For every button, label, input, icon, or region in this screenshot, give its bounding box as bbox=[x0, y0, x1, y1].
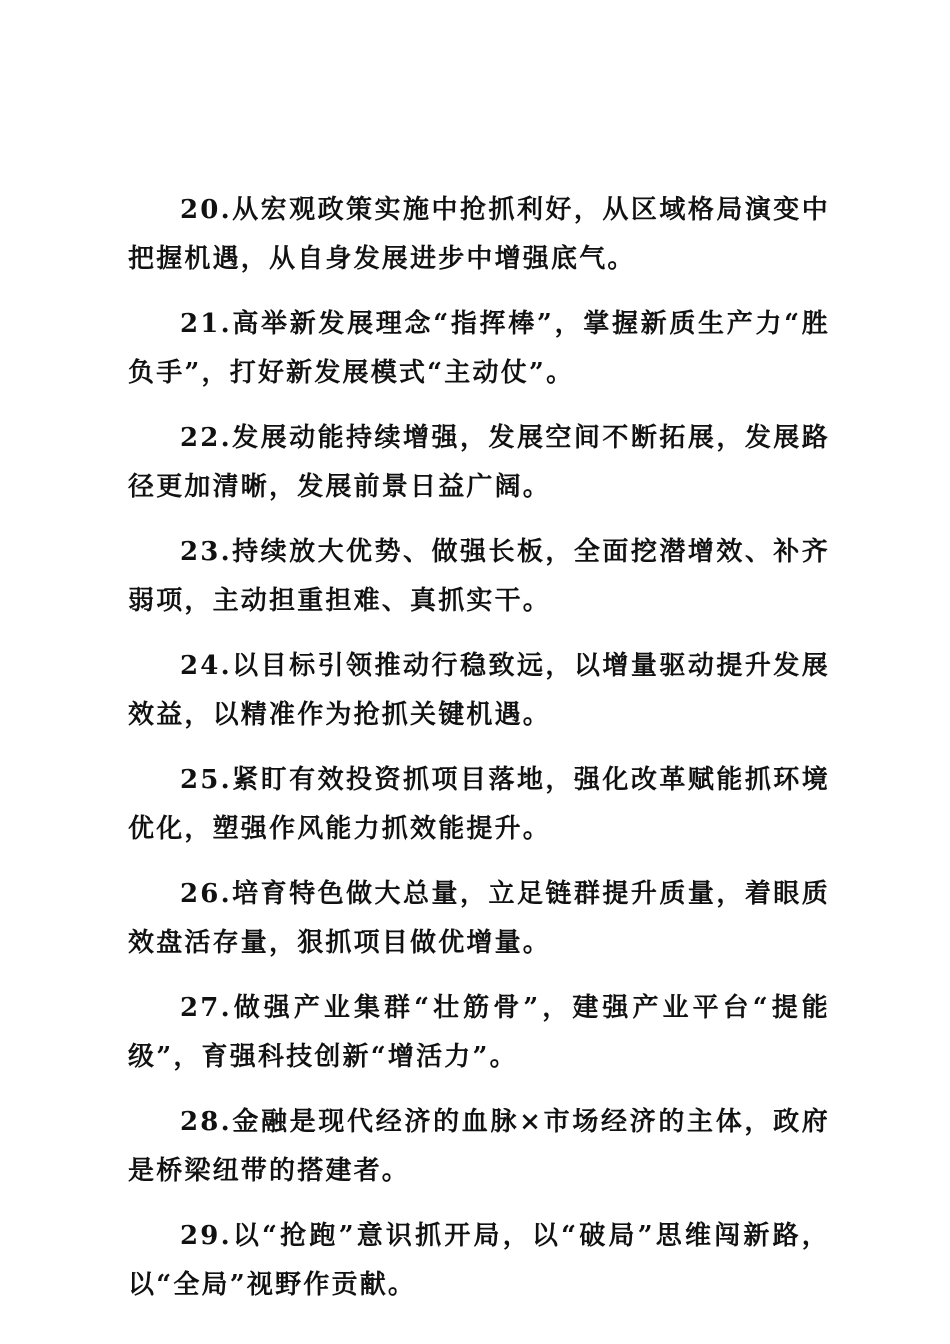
paragraph-21: 21.高举新发展理念“指挥棒”，掌握新质生产力“胜负手”，打好新发展模式“主动仗”。 bbox=[128, 309, 830, 388]
paragraph-25: 25.紧盯有效投资抓项目落地，强化改革赋能抓环境优化，塑强作风能力抓效能提升。 bbox=[128, 765, 830, 844]
paragraph-28: 28.金融是现代经济的血脉×市场经济的主体，政府是桥梁纽带的搭建者。 bbox=[128, 1107, 830, 1186]
paragraph-24: 24.以目标引领推动行稳致远，以增量驱动提升发展效益，以精准作为抢抓关键机遇。 bbox=[128, 651, 830, 730]
document-body bbox=[128, 186, 830, 1326]
paragraph-29: 29.以“抢跑”意识抓开局，以“破局”思维闯新路，以“全局”视野作贡献。 bbox=[128, 1221, 830, 1300]
paragraph-26: 26.培育特色做大总量，立足链群提升质量，着眼质效盘活存量，狠抓项目做优增量。 bbox=[128, 879, 830, 958]
paragraph-27: 27.做强产业集群“壮筋骨”，建强产业平台“提能级”，育强科技创新“增活力”。 bbox=[128, 993, 830, 1072]
paragraph-20: 20.从宏观政策实施中抢抓利好，从区域格局演变中把握机遇，从自身发展进步中增强底气。 bbox=[128, 195, 830, 274]
paragraph-22: 22.发展动能持续增强，发展空间不断拓展，发展路径更加清晰，发展前景日益广阔。 bbox=[128, 423, 830, 502]
paragraph-23: 23.持续放大优势、做强长板，全面挖潜增效、补齐弱项，主动担重担难、真抓实干。 bbox=[128, 537, 830, 616]
